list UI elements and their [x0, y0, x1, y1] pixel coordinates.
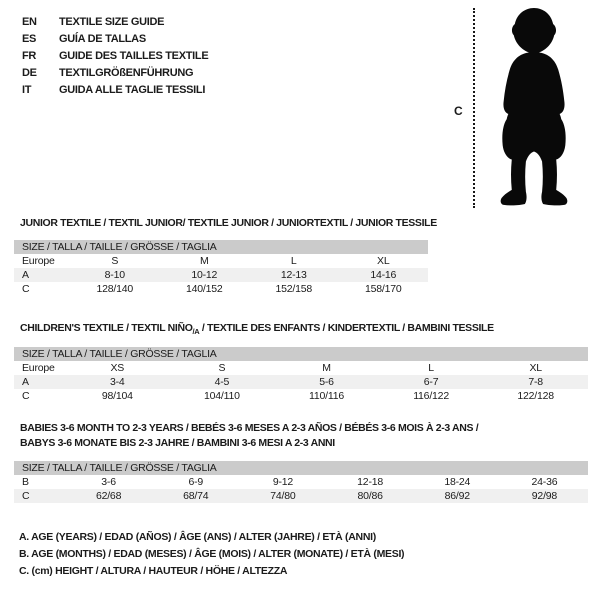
size-header-label: SIZE / TALLA / TAILLE / GRÖSSE / TAGLIA — [22, 241, 217, 253]
height-value: 68/74 — [183, 490, 209, 502]
language-code: IT — [22, 83, 32, 96]
age-value: 7-8 — [528, 376, 543, 388]
table-row — [14, 268, 428, 282]
children-title-subscript: /A — [192, 327, 200, 337]
size-header-label: SIZE / TALLA / TAILLE / GRÖSSE / TAGLIA — [22, 462, 217, 474]
age-value: 5-6 — [319, 376, 334, 388]
footnote-legend — [19, 531, 404, 582]
babies-size-table — [14, 461, 588, 503]
height-value: 110/116 — [308, 390, 344, 402]
language-code: ES — [22, 32, 37, 45]
language-code: FR — [22, 49, 37, 62]
language-row-de — [22, 64, 208, 81]
size-header-bar — [14, 240, 428, 254]
language-code: DE — [22, 66, 37, 79]
age-months-value: 6-9 — [188, 476, 204, 488]
row-label: A — [22, 376, 29, 388]
size-col-header: M — [199, 255, 209, 267]
height-value: 140/152 — [185, 283, 223, 295]
size-col-header: M — [322, 362, 331, 374]
height-value: 128/140 — [96, 283, 134, 295]
table-row — [14, 254, 428, 268]
height-value: 98/104 — [101, 390, 133, 402]
height-value: 104/110 — [204, 390, 240, 402]
size-col-header: XS — [110, 362, 125, 374]
height-measure-dotted-line — [473, 8, 475, 208]
guide-title-en: TEXTILE SIZE GUIDE — [59, 15, 165, 28]
language-row-it — [22, 81, 208, 98]
guide-title-it: GUIDA ALLE TAGLIE TESSILI — [59, 83, 206, 96]
height-value: 62/68 — [95, 490, 122, 502]
table-row — [14, 375, 588, 389]
row-label: C — [22, 490, 30, 502]
height-value: 116/122 — [413, 390, 449, 402]
age-months-value: 18-24 — [444, 476, 471, 488]
table-row — [14, 475, 588, 489]
height-value: 74/80 — [270, 490, 296, 502]
babies-title-line1: BABIES 3-6 MONTH TO 2-3 YEARS / BEBÉS 3-6 MESES A 2-3 AÑOS / BÉBÉS 3-6 MOIS À 2-3 ANS / — [20, 422, 479, 434]
size-header-label: SIZE / TALLA / TAILLE / GRÖSSE / TAGLIA — [22, 348, 217, 360]
table-row — [14, 389, 588, 403]
size-col-header: L — [428, 362, 434, 374]
language-row-fr — [22, 47, 208, 64]
height-value: 92/98 — [531, 490, 558, 502]
height-value: 122/128 — [517, 390, 554, 402]
junior-size-table — [14, 240, 428, 296]
row-label: C — [22, 390, 30, 402]
legend-line-a: A. AGE (YEARS) / EDAD (AÑOS) / ÂGE (ANS) / ALTER (JAHRE) / ETÀ (ANNI) — [19, 531, 376, 543]
height-measure-label: C — [454, 104, 463, 118]
size-col-header: L — [290, 255, 297, 267]
size-col-header: S — [218, 362, 226, 374]
language-code: EN — [22, 15, 37, 28]
age-value: 14-16 — [370, 269, 397, 281]
baby-silhouette-image — [479, 6, 591, 208]
height-value: 80/86 — [357, 490, 383, 502]
height-value: 158/170 — [364, 283, 402, 295]
row-label: A — [22, 269, 29, 281]
size-header-bar — [14, 461, 588, 475]
row-label: Europe — [22, 255, 55, 267]
legend-line-b: B. AGE (MONTHS) / EDAD (MESES) / ÂGE (MOIS) / ALTER (MONATE) / ETÀ (MESI) — [19, 548, 405, 560]
legend-line-c: C. (cm) HEIGHT / ALTURA / HAUTEUR / HÖHE / ALTEZZA — [19, 565, 288, 577]
children-table-title-text: CHILDREN'S TEXTILE / TEXTIL NIÑO — [20, 322, 193, 334]
row-label: C — [22, 283, 30, 295]
language-title-list — [22, 13, 208, 98]
junior-table-title-text: JUNIOR TEXTILE / TEXTIL JUNIOR/ TEXTILE JUNIOR / JUNIORTEXTIL / JUNIOR TESSILE — [20, 217, 437, 229]
age-months-value: 3-6 — [101, 476, 116, 488]
language-row-es — [22, 30, 208, 47]
row-label: B — [22, 476, 29, 488]
height-value: 152/158 — [275, 283, 313, 295]
junior-table-title — [20, 216, 437, 231]
table-row — [14, 361, 588, 375]
row-label: Europe — [22, 362, 55, 374]
guide-title-fr: GUIDE DES TAILLES TEXTILE — [59, 49, 209, 62]
age-value: 4-5 — [214, 376, 230, 388]
table-row — [14, 282, 428, 296]
age-months-value: 24-36 — [531, 476, 558, 488]
age-value: 10-12 — [191, 269, 218, 281]
age-value: 3-4 — [110, 376, 125, 388]
size-col-header: XL — [377, 255, 390, 267]
guide-title-es: GUÍA DE TALLAS — [59, 32, 146, 45]
age-months-value: 12-18 — [357, 476, 384, 488]
age-value: 12-13 — [280, 269, 307, 281]
language-row-en — [22, 13, 208, 30]
age-value: 6-7 — [423, 376, 439, 388]
age-value: 8-10 — [104, 269, 125, 281]
size-col-header: XL — [529, 362, 542, 374]
size-col-header: S — [111, 255, 119, 267]
guide-title-de: TEXTILGRÖßENFÜHRUNG — [59, 66, 194, 79]
height-value: 86/92 — [444, 490, 470, 502]
babies-title-line2: BABYS 3-6 MONATE BIS 2-3 JAHRE / BAMBINI 3-6 MESI A 2-3 ANNI — [20, 437, 335, 449]
children-table-title — [20, 321, 494, 339]
babies-table-title — [20, 421, 478, 451]
age-months-value: 9-12 — [272, 476, 294, 488]
children-size-table — [14, 347, 588, 403]
table-row — [14, 489, 588, 503]
size-header-bar — [14, 347, 588, 361]
children-table-title-text: / TEXTILE DES ENFANTS / KINDERTEXTIL / BAMBINI TESSILE — [199, 322, 494, 334]
